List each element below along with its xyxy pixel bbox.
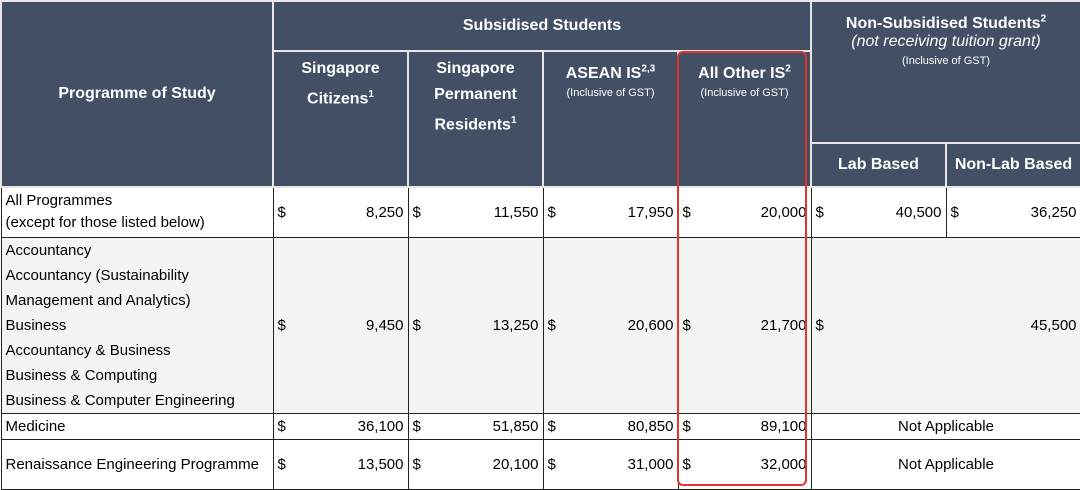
fee-cell: $ 89,100 <box>678 413 811 439</box>
header-asean: ASEAN IS$^{2,3}$ (Inclusive of GST) <box>543 51 678 187</box>
header-non-lab-based: Non-Lab Based <box>946 143 1080 187</box>
fee-cell: $ 40,500 <box>811 187 946 237</box>
fee-cell: $ 8,250 <box>273 187 408 237</box>
fee-cell: $ 13,250 <box>408 237 543 413</box>
non-subsidised-title: Non-Subsidised Students$^2$ <box>845 14 1047 33</box>
fee-cell: $ 32,000 <box>678 439 811 489</box>
header-all-other-is: All Other $IS^2$ (Inclusive of GST) <box>678 51 811 187</box>
programme-cell: Medicine <box>1 413 273 439</box>
not-applicable-cell: Not Applicable <box>811 439 1080 489</box>
fee-cell: $ 45,500 <box>811 237 1080 413</box>
fee-cell: $ 13,500 <box>273 439 408 489</box>
programme-cell: Accountancy Accountancy (Sustainability Management and Analytics) Business Accountancy & Business Business & Computing Business & Computer Engineering <box>1 237 273 413</box>
header-subsidised: Subsidised Students <box>273 1 811 51</box>
table-row <box>1 439 1080 489</box>
table-row <box>1 237 1080 413</box>
fee-cell: $ 11,550 <box>408 187 543 237</box>
fee-cell: $ 20,600 <box>543 237 678 413</box>
not-applicable-cell: Not Applicable <box>811 413 1080 439</box>
header-singapore-pr: Singapore Permanent Residents$^1$ <box>408 51 543 187</box>
programme-cell: All Programmes (except for those listed below) <box>1 187 273 237</box>
fee-cell: $ 51,850 <box>408 413 543 439</box>
fee-cell: $ 31,000 <box>543 439 678 489</box>
fee-cell: $ 20,100 <box>408 439 543 489</box>
fee-cell: $ 36,250 <box>946 187 1080 237</box>
fee-cell: $ 9,450 <box>273 237 408 413</box>
non-subsidised-note: (not receiving tuition grant) <box>851 33 1041 51</box>
fee-cell: $ 80,850 <box>543 413 678 439</box>
fee-cell: $ 21,700 <box>678 237 811 413</box>
header-non-subsidised <box>811 1 1080 143</box>
non-subsidised-gst: (Inclusive of GST) <box>901 55 991 68</box>
header-lab-based: Lab Based <box>811 143 946 187</box>
programme-cell: Renaissance Engineering Programme <box>1 439 273 489</box>
header-singapore-citizens: Singapore Citizens$^1$ <box>273 51 408 187</box>
header-programme: Programme of Study <box>1 1 273 187</box>
fee-cell: $ 20,000 <box>678 187 811 237</box>
table-row <box>1 187 1080 237</box>
fee-cell: $ 17,950 <box>543 187 678 237</box>
table-row <box>1 413 1080 439</box>
fee-cell: $ 36,100 <box>273 413 408 439</box>
